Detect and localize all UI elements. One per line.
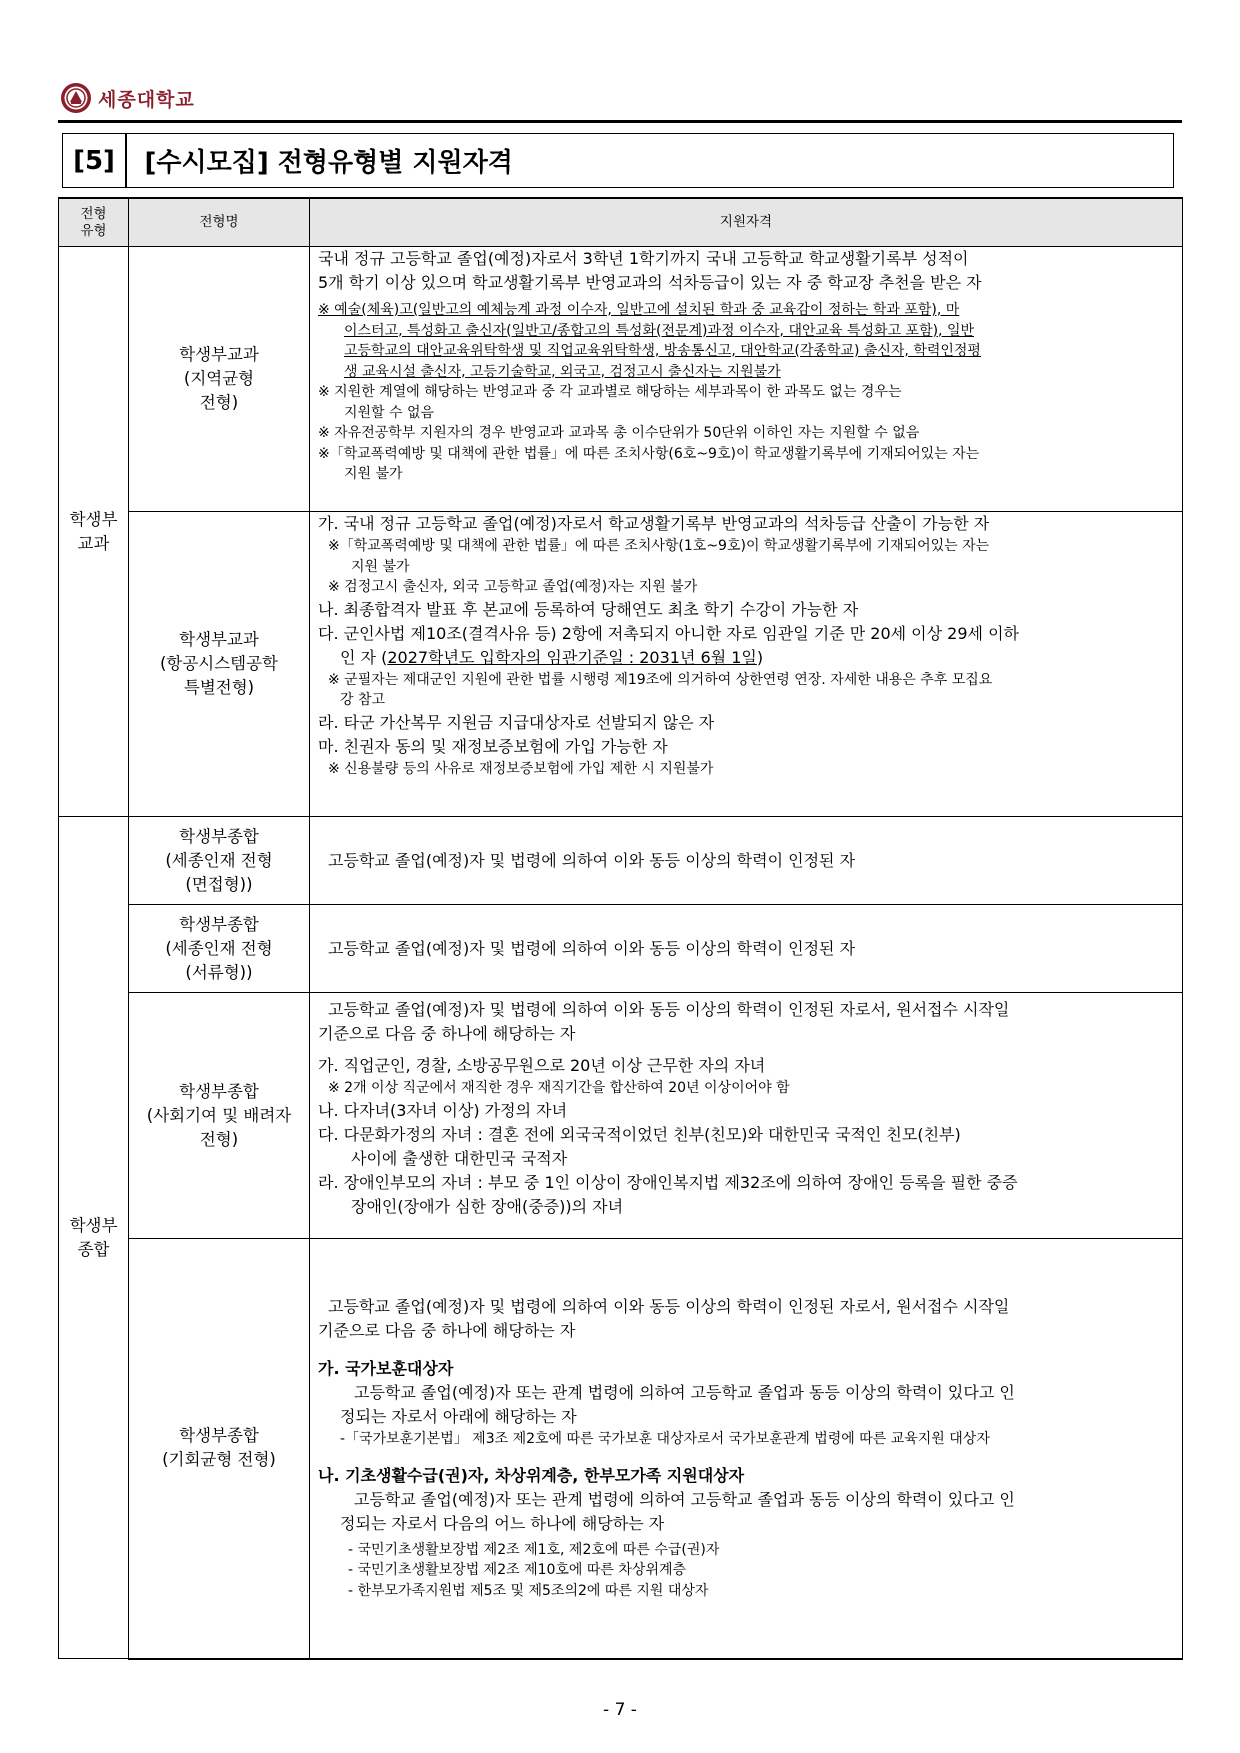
qual-cell-myeonjeop — [310, 817, 1183, 905]
qual-line: 고등학교 졸업(예정)자 또는 관계 법령에 의하여 고등학교 졸업과 동등 이상의 학력이 있다고 인 — [354, 1489, 1015, 1509]
qual-line: 가. 직업군인, 경찰, 소방공무원으로 20년 이상 근무한 자의 자녀 — [318, 1056, 766, 1075]
qual-line: 다. 군인사법 제10조(결격사유 등) 2항에 저촉되지 아니한 자로 임관일 기준 만 20세 이상 29세 이하 — [318, 623, 1019, 643]
qual-line: 고등학교 졸업(예정)자 및 법령에 의하여 이와 동등 이상의 학력이 인정된 자 — [328, 850, 856, 870]
qual-line: 마. 친권자 동의 및 재정보증보험에 가입 가능한 자 — [318, 736, 668, 756]
qual-note: 생 교육시설 출신자, 고등기술학교, 외국고, 검정고시 출신자는 지원불가 — [344, 363, 781, 380]
qual-line: 고등학교 졸업(예정)자 및 법령에 의하여 이와 동등 이상의 학력이 인정된 자로서, 원서접수 시작일 — [328, 1000, 1010, 1019]
qual-note: - 국민기초생활보장법 제2조 제10호에 따른 차상위계층 — [348, 1562, 687, 1579]
qual-line: 국내 정규 고등학교 졸업(예정)자로서 3학년 1학기까지 국내 고등학교 학교생활기록부 성적이 — [318, 249, 969, 268]
qual-note: ※ 군필자는 제대군인 지원에 관한 법률 시행령 제19조에 의거하여 상한연령 연장. 자세한 내용은 추후 모집요 — [328, 671, 993, 688]
qual-line: 고등학교 졸업(예정)자 및 법령에 의하여 이와 동등 이상의 학력이 인정된 자 — [328, 938, 856, 958]
section-title: [수시모집] 전형유형별 지원자격 — [144, 148, 513, 178]
name-cell-sahoe: 학생부종합 (사회기여 및 배려자 전형) — [129, 993, 310, 1239]
qual-note: 강 참고 — [340, 692, 386, 708]
qual-note: 이스터고, 특성화고 출신자(일반고/종합고의 특성화(전문계)과정 이수자, 대안교육 특성화고 포함), 일반 — [344, 322, 974, 339]
qual-cell-sahoe — [310, 993, 1183, 1239]
page-number: - 7 - — [603, 1700, 637, 1720]
title-separator — [125, 134, 127, 187]
qual-note: 고등학교의 대안교육위탁학생 및 직업교육위탁학생, 방송통신고, 대안학교(각종학교) 출신자, 학력인정평 — [344, 343, 981, 359]
qual-note: ※ 예술(체육)고(일반고의 예체능계 과정 이수자, 일반고에 설치된 학과 중 교육감이 정하는 학과 포함), 마 — [318, 302, 960, 318]
table-row-hanggong — [59, 512, 1183, 817]
qual-line: 장애인(장애가 심한 장애(중증))의 자녀 — [351, 1196, 624, 1216]
university-seal-icon — [60, 82, 92, 114]
qual-note: 지원 불가 — [351, 558, 410, 575]
qual-line: 정되는 자로서 아래에 해당하는 자 — [340, 1407, 577, 1427]
name-cell-jiyeok: 학생부교과 (지역균형 전형) — [129, 247, 310, 512]
qual-note: ※ 자유전공학부 지원자의 경우 반영교과 교과목 총 이수단위가 50단위 이하인 자는 지원할 수 없음 — [318, 425, 920, 441]
qual-line: 기준으로 다음 중 하나에 해당하는 자 — [318, 1321, 576, 1341]
name-cell-gihoe: 학생부종합 (기회균형 전형) — [129, 1239, 310, 1659]
qual-note: ※ 2개 이상 직군에서 재직한 경우 재직기간을 합산하여 20년 이상이어야 함 — [328, 1080, 790, 1096]
col-header-type: 전형 유형 — [59, 198, 129, 247]
qual-note: - 국민기초생활보장법 제2조 제1호, 제2호에 따른 수급(권)자 — [348, 1541, 720, 1558]
qual-cell-seoryu — [310, 905, 1183, 993]
university-name: 세종대학교 — [98, 88, 195, 111]
qual-cell-jiyeok — [310, 247, 1183, 512]
qual-line: 고등학교 졸업(예정)자 또는 관계 법령에 의하여 고등학교 졸업과 동등 이상의 학력이 있다고 인 — [354, 1383, 1015, 1403]
col-header-name: 전형명 — [129, 198, 310, 247]
table-row-sahoe — [59, 993, 1183, 1239]
qual-heading: 나. 기초생활수급(권)자, 차상위계층, 한부모가족 지원대상자 — [318, 1465, 745, 1485]
name-cell-hanggong: 학생부교과 (항공시스템공학 특별전형) — [129, 512, 310, 817]
section-number: [5] — [73, 145, 115, 176]
qual-line: 라. 장애인부모의 자녀 : 부모 중 1인 이상이 장애인복지법 제32조에 의하여 장애인 등록을 필한 중증 — [318, 1172, 1018, 1192]
table-header-row — [59, 198, 1183, 247]
qual-cell-hanggong — [310, 512, 1183, 817]
qual-line: 가. 국내 정규 고등학교 졸업(예정)자로서 학교생활기록부 반영교과의 석차등급 산출이 가능한 자 — [318, 514, 990, 533]
qual-note: ※ 검정고시 출신자, 외국 고등학교 졸업(예정)자는 지원 불가 — [328, 579, 698, 595]
qualification-table — [58, 197, 1183, 1660]
qual-note: ※「학교폭력예방 및 대책에 관한 법률」에 따른 조치사항(1호~9호)이 학교생활기록부에 기재되어있는 자는 — [328, 538, 990, 554]
type-cell-gyogwa: 학생부 교과 — [59, 247, 129, 817]
table-row-gihoe — [59, 1239, 1183, 1659]
col-header-qualification: 지원자격 — [310, 198, 1183, 247]
name-cell-seoryu: 학생부종합 (세종인재 전형 (서류형)) — [129, 905, 310, 993]
page-header — [60, 80, 195, 116]
qual-line: 기준으로 다음 중 하나에 해당하는 자 — [318, 1024, 576, 1043]
qual-line: 라. 타군 가산복무 지원금 지급대상자로 선발되지 않은 자 — [318, 712, 715, 732]
table-row-seoryu — [59, 905, 1183, 993]
qual-cell-gihoe — [310, 1239, 1183, 1659]
qual-note: 지원 불가 — [344, 466, 403, 482]
qual-line: 인 자 (2027학년도 입학자의 임관기준일 : 2031년 6월 1일) — [340, 647, 764, 667]
name-cell-myeonjeop: 학생부종합 (세종인재 전형 (면접형)) — [129, 817, 310, 905]
qual-line: 다. 다문화가정의 자녀 : 결혼 전에 외국국적이었던 친부(친모)와 대한민국 국적인 친모(친부) — [318, 1124, 961, 1144]
qual-note: - 한부모가족지원법 제5조 및 제5조의2에 따른 지원 대상자 — [348, 1582, 709, 1599]
qual-note: ※ 신용불량 등의 사유로 재정보증보험에 가입 제한 시 지원불가 — [328, 760, 714, 777]
qual-line: 5개 학기 이상 있으며 학교생활기록부 반영교과의 석차등급이 있는 자 중 학교장 추천을 받은 자 — [318, 273, 982, 292]
qual-note: 지원할 수 없음 — [344, 404, 435, 421]
table-row-myeonjeop — [59, 817, 1183, 905]
type-cell-jonghap: 학생부 종합 — [59, 817, 129, 1659]
section-title-box — [62, 133, 1174, 188]
table-row-jiyeok — [59, 247, 1183, 512]
qual-line: 정되는 자로서 다음의 어느 하나에 해당하는 자 — [340, 1513, 665, 1533]
qual-line: 사이에 출생한 대한민국 국적자 — [351, 1148, 568, 1168]
qual-note: ※「학교폭력예방 및 대책에 관한 법률」에 따른 조치사항(6호~9호)이 학교생활기록부에 기재되어있는 자는 — [318, 445, 980, 462]
header-divider — [58, 120, 1182, 123]
qual-line: 고등학교 졸업(예정)자 및 법령에 의하여 이와 동등 이상의 학력이 인정된 자로서, 원서접수 시작일 — [328, 1297, 1010, 1317]
qual-note: -「국가보훈기본법」 제3조 제2호에 따른 국가보훈 대상자로서 국가보훈관계 법령에 따른 교육지원 대상자 — [340, 1431, 990, 1448]
qual-heading: 가. 국가보훈대상자 — [318, 1359, 454, 1379]
qual-line: 나. 최종합격자 발표 후 본교에 등록하여 당해연도 최초 학기 수강이 가능한 자 — [318, 599, 859, 619]
qual-line: 나. 다자녀(3자녀 이상) 가정의 자녀 — [318, 1100, 568, 1120]
qual-note: ※ 지원한 계열에 해당하는 반영교과 중 각 교과별로 해당하는 세부과목이 한 과목도 없는 경우는 — [318, 384, 902, 400]
